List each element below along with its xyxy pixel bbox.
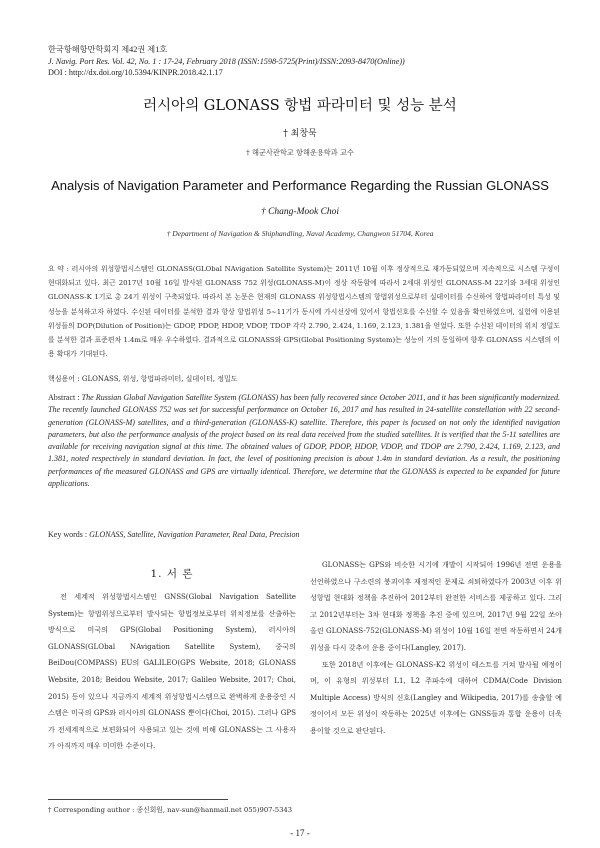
author-english: † Chang-Mook Choi	[260, 207, 340, 217]
keywords-korean: 핵심용어 : GLONASS, 위성, 항법파라미터, 실데이터, 정밀도	[48, 375, 238, 383]
keywords-label: Key words :	[48, 530, 88, 539]
paragraph: 전 세계적 위성항법시스템인 GNSS(Global Navigation Satellite System)는 항법위성으로부터 발사되는 항법정보로부터 위치정보를 산출하는 방식으로 미국의 GPS(Global Positioning System), 러시아의 GLONASS(GLObal NAvigation Satellite System), 중국의 BeiDou(COMPASS) EU의 GALILEO(GPS Website, 2018; GLONASS Website, 2018; Beidou Website, 2017; Galileo Website, 2017; Choi, 2015) 등이 있으나 지금까지 세계적 위성항법시스템으로 완벽하게 운용중인 시스템은 미국의 GPS와 러시아의 GLONASS 뿐이다(Choi, 2015). 그러나 GPS가 전세계적으로 보편화되어 사용되고 있는 것에 비해 GLONASS는 그 사용자가 아직까지 매우 미미한 수준이다.	[48, 592, 296, 751]
journal-header	[48, 44, 558, 79]
journal-doi[interactable]: DOI : http://dx.doi.org/10.5394/KINPR.2018.42.1.17	[48, 68, 223, 77]
title-korean: 러시아의 GLONASS 항법 파라미터 및 성능 분석	[143, 98, 457, 114]
abstract-english	[48, 392, 560, 490]
body-column-left	[48, 589, 296, 755]
keywords-english	[48, 530, 560, 539]
keywords-values: GLONASS, Satellite, Navigation Parameter, Real Data, Precision	[89, 530, 300, 539]
abstract-label: Abstract :	[48, 393, 80, 402]
paragraph: 또한 2018년 이후에는 GLONASS-K2 위성이 테스트를 거쳐 발사될 예정이며, 이 유형의 위성부터 L1, L2 주파수에 대하여 CDMA(Code Division Multiple Access) 방식의 신호(Langley and Wikipedia, 2017)를 송출할 예정이어서 모든 위성이 작동하는 2025년 이후에는 GNSS들과 통합 운용이 더욱 용이할 것으로 판단된다.	[310, 659, 562, 735]
journal-name: 한국항해항만학회지 제42권 제1호	[48, 45, 168, 54]
paragraph: GLONASS는 GPS와 비슷한 시기에 개발이 시작되어 1996년 전면 운용을 선언하였으나 구소련의 붕괴이후 재정적인 문제로 쇠퇴하였다가 2003년 이후 위성항법 현대화 정책을 추진하여 2012부터 완전한 서비스를 제공하고 있다. 그리고 2012년부터는 3차 현대화 정책을 추진 중에 있으며, 2017년 9월 22일 쏘아 올린 GLONASS-752(GLONASS-M) 위성이 10월 16일 전면 작동하면서 24개 위성을 다시 갖추어 운용 중이다(Langley, 2017).	[310, 560, 562, 652]
abstract-text: The Russian Global Navigation Satellite System (GLONASS) has been fully recovered since October 2011, and it has been significantly modernized. The recently launched GLONASS 752 was set for successful performance on October 16, 2017 and has resulted in 24-satellite constellation with 22 second-generation (GLONASS-M) satellites, and a third-generation (GLONASS-K) satellite. Therefore, this paper is focused on not only the identified navigation parameters, but also the performance analysis of the project based on its real data received from the studied satellites. It is verified that the 5-11 satellites are available for receiving navigation signal at this time. The obtained values of GDOP, PDOP, HDOP, VDOP, and TDOP are 2.790, 2.424, 1.169, 2.123, and 1.381, noted respectively in standard deviation. In fact, the level of positioning precision is about 1.4m in standard deviation. As a result, the positioning performances of the measured GLONASS and GPS are virtually identical. Therefore, we determine that the GLONASS is expected to be expanded for future applications.	[48, 393, 561, 489]
section-heading-introduction: 1. 서 론	[150, 568, 194, 580]
page-number: - 17 -	[290, 828, 310, 838]
affiliation-korean: † 해군사관학교 항해운용학과 교수	[246, 148, 354, 157]
journal-citation: J. Navig. Port Res. Vol. 42, No. 1 : 17-24, February 2018 (ISSN:1598-5725(Print)/ISSN:2093-8470(Online))	[48, 56, 405, 66]
footnote-corresponding-author: † Corresponding author : 종신회원, nav-sun@hanmail.net 055)907-5343	[48, 806, 293, 814]
title-english: Analysis of Navigation Parameter and Performance Regarding the Russian GLONASS	[51, 178, 549, 193]
body-column-right	[310, 557, 562, 740]
author-korean: † 최창묵	[283, 129, 317, 139]
abstract-korean: 요 약 : 러시아의 위성항법시스템인 GLONASS(GLObal NAvigation Satellite System)는 2011년 10월 이후 정상적으로 재가동되었으며 지속적으로 시스템 구성이 현대화되고 있다. 최근 2017년 10월 16일 발사된 GLONASS 752 위성(GLONASS-M)이 정상 작동함에 따라서 2세대 위성인 GLONASS-M 22기와 3세대 위성인 GLONASS-K 1기로 총 24기 위성이 구축되었다. 따라서 본 논문은 현재의 GLONASS 위성항법시스템의 항법위성으로부터 실데이터를 수신하여 항법파라미터 특성 및 성능을 분석하고자 하였다. 수신된 데이터를 분석한 결과 항상 항법위성 5~11기가 동시에 가시선상에 있어서 항법신호를 수신할 수 있음을 확인하였으며, 실험에 이용된 위성들의 DOP(Dilution of Position)는 GDOP, PDOP, HDOP, VDOP, TDOP 각각 2.790, 2.424, 1.169, 2.123, 1.381을 얻었다. 또한 수신된 데이터의 위치 정밀도를 분석한 결과 표준편차 1.4m로 매우 우수하였다. 결과적으로 GLONASS와 GPS(Global Positioning System)는 성능이 거의 동일하며 향후 GLONASS 시스템의 이용 확대가 기대된다.	[48, 265, 560, 359]
footnote-divider	[48, 799, 228, 800]
affiliation-english: † Department of Navigation & Shiphandling, Naval Academy, Changwon 51704, Korea	[166, 229, 434, 238]
